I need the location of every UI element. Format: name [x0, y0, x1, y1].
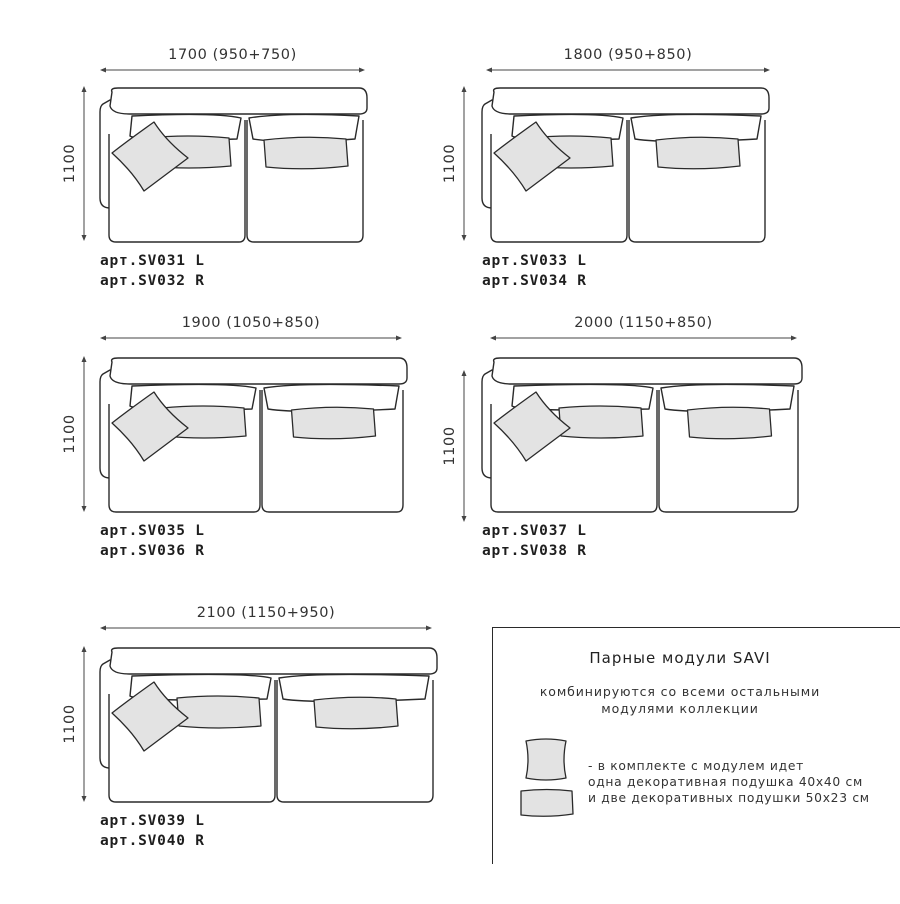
rect-pillow-right — [292, 407, 376, 439]
article-label-right: арт.SV032 R — [100, 273, 205, 289]
rect-pillow-right — [656, 137, 740, 169]
sofa-diagram-3 — [62, 315, 407, 559]
article-label-left: арт.SV037 L — [482, 523, 587, 539]
article-label-right: арт.SV034 R — [482, 273, 587, 289]
rect-pillow-right — [314, 697, 398, 729]
width-dimension-label: 1700 (950+750) — [168, 47, 297, 63]
info-subtitle — [475, 683, 885, 717]
depth-dimension-label: 1100 — [442, 143, 458, 184]
depth-dimension-label: 1100 — [442, 426, 458, 466]
width-dimension-label: 2000 (1150+850) — [574, 315, 713, 331]
rect-pillow-right — [688, 407, 772, 439]
back-rail — [110, 648, 437, 674]
article-label-right: арт.SV036 R — [100, 543, 205, 559]
info-panel — [492, 627, 900, 864]
info-note — [588, 758, 870, 806]
back-rail — [110, 88, 367, 114]
info-title: Парные модули SAVI — [589, 649, 771, 667]
article-label-left: арт.SV031 L — [100, 253, 205, 269]
article-label-right: арт.SV040 R — [100, 833, 205, 849]
width-dimension-label: 1800 (950+850) — [563, 47, 693, 63]
info-note-line1: - в комплекте с модулем идет — [588, 759, 804, 773]
article-label-left: арт.SV035 L — [100, 523, 205, 539]
article-label-right: арт.SV038 R — [482, 543, 587, 559]
rect-pillow-left — [177, 696, 261, 728]
back-rail — [110, 358, 407, 384]
article-label-left: арт.SV033 L — [482, 253, 587, 269]
width-dimension-label: 1900 (1050+850) — [181, 315, 321, 331]
info-note-line3: и две декоративных подушки 50x23 см — [588, 791, 870, 805]
info-note-line2: одна декоративная подушка 40x40 см — [588, 775, 863, 789]
info-subtitle-line1: комбинируются со всеми остальными — [539, 684, 821, 699]
width-dimension-label: 2100 (1150+950) — [196, 605, 336, 621]
rect-pillow-right — [264, 137, 348, 169]
depth-dimension-label: 1100 — [62, 704, 78, 744]
depth-dimension-label: 1100 — [62, 143, 78, 184]
article-label-left: арт.SV039 L — [100, 813, 205, 829]
sofa-diagram-1 — [62, 47, 367, 289]
rect-pillow-left — [559, 406, 643, 438]
sofa-diagram-5 — [62, 605, 437, 849]
back-rail — [492, 358, 802, 384]
sofa-diagram-4 — [442, 315, 802, 559]
info-subtitle-line2: модулями коллекции — [601, 701, 759, 716]
back-rail — [492, 88, 769, 114]
sofa-diagram-2 — [442, 47, 770, 289]
depth-dimension-label: 1100 — [62, 414, 78, 454]
